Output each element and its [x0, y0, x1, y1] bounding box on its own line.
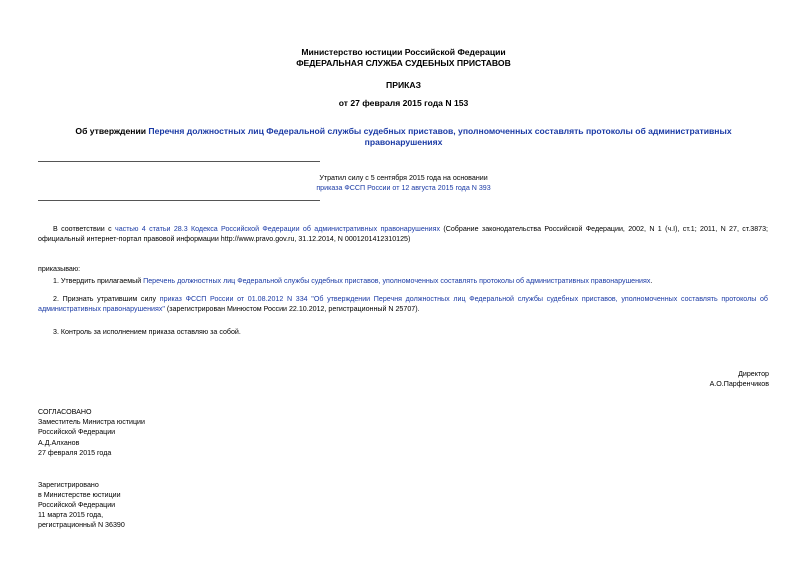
document-title — [0, 126, 807, 136]
item-1-suffix: . — [650, 277, 653, 285]
ministry-name: Министерство юстиции Российской Федерации — [301, 47, 506, 57]
approval-date: 27 февраля 2015 года — [38, 449, 112, 457]
approval-country: Российской Федерации — [38, 428, 116, 436]
item-1-prefix: 1. Утвердить прилагаемый — [53, 277, 144, 285]
registration-date: 11 марта 2015 года, — [38, 511, 104, 519]
signatory-name: А.О.Парфенчиков — [709, 380, 769, 388]
item-3: 3. Контроль за исполнением приказа оставляю за собой. — [53, 328, 241, 336]
repealed-order-link[interactable]: приказ ФССП России от 01.08.2012 N 334 "Об утверждении Перечня должностных лиц Федеральной службы судебных приставов, уполномоченных составлять протоколы об административных правонарушениях" — [38, 295, 768, 314]
document-type: ПРИКАЗ — [386, 80, 421, 90]
registration-number: регистрационный N 36390 — [38, 521, 125, 529]
title-list-link[interactable]: Перечня должностных лиц Федеральной службы судебных приставов, уполномоченных составлять протоколы об административных — [148, 126, 732, 136]
signatory-position: Директор — [738, 370, 769, 378]
order-word: приказываю: — [38, 265, 81, 273]
code-article-link[interactable]: частью 4 статьи 28.3 Кодекса Российской Федерации об административных правонарушениях — [115, 225, 441, 233]
approval-heading: СОГЛАСОВАНО — [38, 408, 92, 416]
preamble-prefix: В соответствии с — [53, 225, 115, 233]
service-name: ФЕДЕРАЛЬНАЯ СЛУЖБА СУДЕБНЫХ ПРИСТАВОВ — [296, 58, 511, 68]
divider-top — [38, 161, 320, 162]
document-date-number: от 27 февраля 2015 года N 153 — [338, 98, 469, 108]
divider-bottom — [38, 200, 320, 201]
repeal-order-link[interactable]: приказа ФССП России от 12 августа 2015 года N 393 — [316, 184, 491, 192]
registration-country: Российской Федерации — [38, 501, 116, 509]
item-1 — [53, 277, 652, 286]
preamble-suffix: (Собрание законодательства Российской Федерации, 2002, N 1 (ч.I), ст.1; 2011, N 27, ст.3873; официальный интернет-портал правовой информации http://www.pravo.gov.ru, 31.12.2014, N 0001201412310125) — [38, 225, 769, 244]
approval-position: Заместитель Министра юстиции — [38, 418, 145, 426]
title-prefix: Об утверждении — [75, 126, 149, 136]
registration-heading: Зарегистрировано — [38, 481, 99, 489]
approval-name: А.Д.Алханов — [38, 439, 80, 447]
item-2 — [38, 294, 768, 315]
title-list-link-line2[interactable]: правонарушениях — [364, 137, 443, 147]
repeal-notice: Утратил силу с 5 сентября 2015 года на основании — [319, 174, 488, 182]
approved-list-link[interactable]: Перечень должностных лиц Федеральной службы судебных приставов, уполномоченных составлять протоколы об административных правонарушениях — [143, 277, 651, 285]
item-2-suffix: (зарегистрирован Минюстом России 22.10.2012, регистрационный N 25707). — [164, 305, 420, 314]
item-2-prefix: 2. Признать утратившим силу — [53, 295, 160, 303]
preamble-paragraph — [38, 224, 768, 245]
registration-ministry: в Министерстве юстиции — [38, 491, 121, 499]
